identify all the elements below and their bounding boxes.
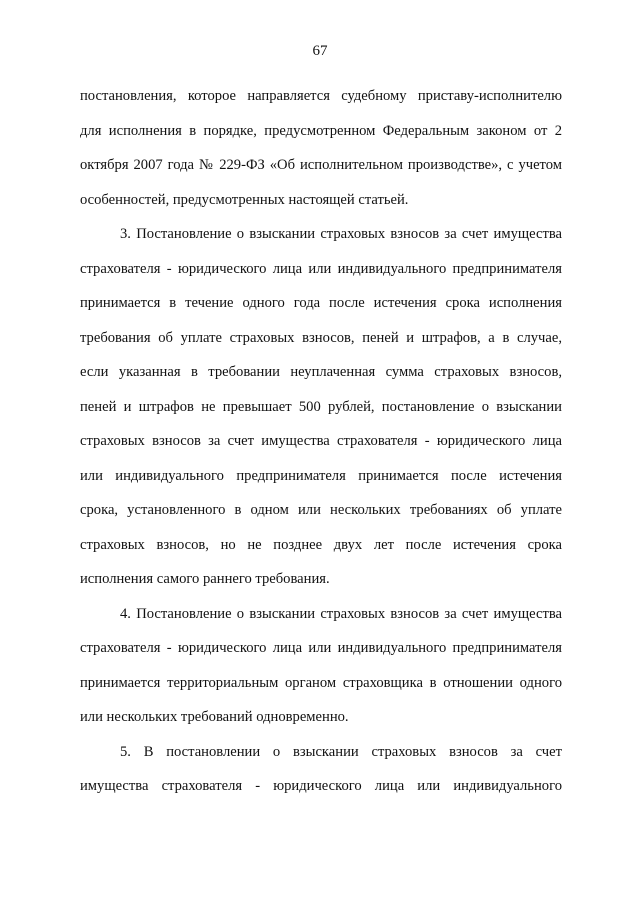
text-line: октября 2007 года № 229-ФЗ «Об исполнительном производстве», с учетом — [80, 157, 562, 173]
text-line: 5. В постановлении о взыскании страховых взносов за счет — [120, 743, 562, 760]
paragraph-item-4 — [80, 597, 562, 735]
text-line: страховых взносов, но не позднее двух лет после истечения срока — [80, 536, 562, 553]
paragraph-continuation — [80, 79, 562, 217]
text-line: страхователя - юридического лица или индивидуального предпринимателя — [80, 640, 562, 656]
text-line: постановления, которое направляется судебному приставу-исполнителю — [80, 88, 562, 104]
text-line: принимается территориальным органом страховщика в отношении одного — [80, 674, 562, 691]
text-line: страховых взносов за счет имущества страхователя - юридического лица — [80, 433, 562, 449]
text-line: пеней и штрафов не превышает 500 рублей, постановление о взыскании — [80, 398, 562, 415]
text-line: или индивидуального предпринимателя принимается после истечения — [80, 467, 562, 484]
text-line: принимается в течение одного года после истечения срока исполнения — [80, 295, 562, 311]
text-line: 4. Постановление о взыскании страховых взносов за счет имущества — [120, 605, 562, 622]
text-line: требования об уплате страховых взносов, пеней и штрафов, а в случае, — [80, 329, 562, 346]
paragraph-item-3 — [80, 217, 562, 597]
text-line: для исполнения в порядке, предусмотренном Федеральным законом от 2 — [80, 122, 562, 139]
page-number: 67 — [312, 43, 328, 59]
text-line: или нескольких требований одновременно. — [80, 709, 349, 725]
text-line: особенностей, предусмотренных настоящей статьей. — [80, 191, 409, 208]
body-text — [80, 79, 562, 804]
text-line: исполнения самого раннего требования. — [80, 571, 330, 587]
text-line: 3. Постановление о взыскании страховых взносов за счет имущества — [120, 226, 562, 242]
text-line: страхователя - юридического лица или индивидуального предпринимателя — [80, 260, 562, 277]
paragraph-item-5 — [80, 735, 562, 804]
text-line: если указанная в требовании неуплаченная сумма страховых взносов, — [80, 364, 562, 380]
text-line: имущества страхователя - юридического лица или индивидуального — [80, 778, 562, 794]
text-line: срока, установленного в одном или нескольких требованиях об уплате — [80, 502, 562, 518]
